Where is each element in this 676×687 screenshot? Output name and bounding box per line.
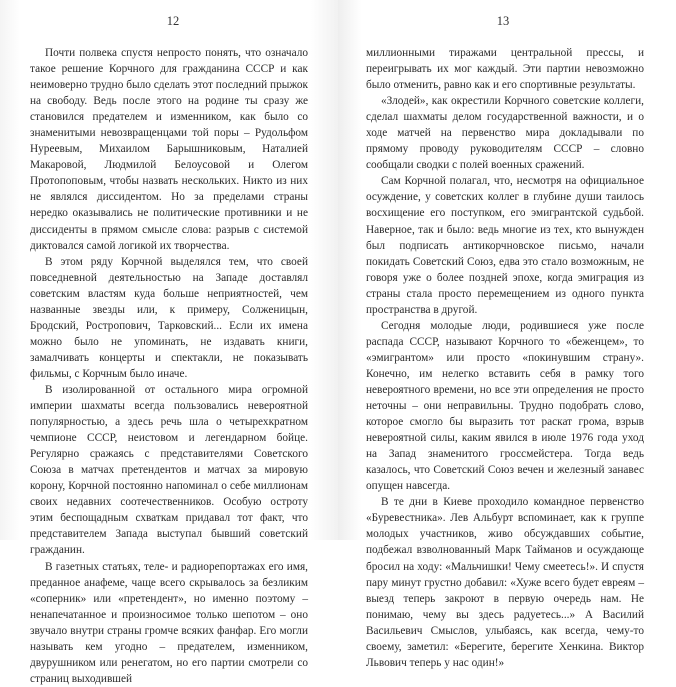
- right-page: [338, 0, 676, 669]
- page-number: 13: [496, 14, 510, 28]
- paragraph: В те дни в Киеве проходило командное первенство «Буревестника». Лев Альбурт вспоминает, как к группе молодых участников, живо обсуждавших событие, подбежал взволнованный Марк Тайманов и осуждающе бросил на ходу: «Мальчишки! Чему смеетесь!». И спустя пару минут грустно добавил: «Хуже всего будет евреям – выезд теперь закроют в первую очередь нам. Не понимаю, чему вы здесь радуетесь...» А Василий Васильевич Смыслов, улыбаясь, как всегда, чему-то своему, заметил: «Берегите, берегите Хенкина. Виктор Львович теперь у нас один!»: [366, 496, 644, 669]
- paragraph: «Злодей», как окрестили Корчного советские коллеги, сделал шахматы делом государственной важности, и о ходе матчей на первенство мира докладывали по прямому проводу руководителям СССР – словно сообщали сводки с полей военных сражений.: [366, 95, 644, 172]
- paragraph: В этом ряду Корчной выделялся тем, что своей повседневной деятельностью на Западе доставлял советским властям куда больше неприятностей, чем названные звезды или, к примеру, Солженицын, Бродский, Ростропович, Тарковский... Если их имена можно было не упоминать, не издавать книги, замалчивать концерты и спектакли, не показывать фильмы, с Корчным было иначе.: [30, 255, 308, 380]
- page-body: [30, 45, 308, 687]
- paragraph: Сегодня молодые люди, родившиеся уже после распада СССР, называют Корчного то «беженцем», то «эмигрантом» или просто «покинувшим страну». Конечно, им нелегко вставить себя в рамку того невероятного времени, но все эти определения не просто неточны – они неправильны. Трудно подобрать слово, которое смогло бы выразить тот раскат грома, взрыв невероятной силы, каким явился в июле 1976 года уход на Запад знаменитого гроссмейстера. Тогда ведь казалось, что Советский Союз вечен и железный занавес опущен навсегда.: [366, 319, 644, 493]
- left-page: [0, 0, 338, 685]
- paragraph: Почти полвека спустя непросто понять, что означало такое решение Корчного для гражданина СССР и как неимоверно трудно было сделать этот последний прыжок на свободу. Ведь после этого на родине ты сразу же становился предателем и изменником, как было со знаменитыми невозвращенцами той поры – Рудольфом Нуреевым, Михаилом Барышниковым, Наталией Макаровой, Людмилой Белоусовой и Олегом Протопоповым, чтобы назвать нескольких. Никто из них не являлся диссидентом. Но за пределами страны нередко оказывались не политические противники и не диссиденты в прямом смысле слова: разрыв с системой диктовался самой логикой их творчества.: [30, 47, 308, 252]
- page-number: 12: [166, 14, 180, 28]
- paragraph: В газетных статьях, теле- и радиорепортажах его имя, преданное анафеме, чаще всего скрывалось за безликим «соперник» или «претендент», но именно поэтому – ненапечатанное и произносимое только шепотом – оно звучало внутри страны громче всяких фанфар. Его могли называть кем угодно – предателем, изменником, двурушником или ренегатом, но его партии смотрели со страниц выходившей: [30, 560, 308, 685]
- paragraph: Сам Корчной полагал, что, несмотря на официальное осуждение, у советских коллег в глубине души таилось восхищение его поступком, его эмигрантской судьбой. Наверное, так и было: ведь многие из тех, кто вынужден был подписать антикорчновское письмо, начали покидать Советский Союз, едва это стало возможным, не говоря уже о более поздней эпохе, когда эмиграция из страны стала просто перемещением из одного пункта пространства в другой.: [366, 175, 644, 316]
- continued-paragraph: миллионными тиражами центральной прессы, и переигрывать их мог каждый. Эти партии невозможно было отменить, равно как и его спортивные результаты.: [366, 47, 644, 92]
- paragraph: В изолированной от остального мира огромной империи шахматы всегда пользовались невероятной популярностью, а здесь речь шла о четырехкратном чемпионе СССР, неистовом и легендарном бойце. Регулярно сражаясь с представителями Советского Союза в матчах претендентов и матчах за мировую корону, Корчной постоянно напоминал о себе миллионам своих недавних соотечественников. Особую остроту этим беспощадным схваткам придавал тот факт, что представителем Запада выступал бывший советский гражданин.: [30, 383, 308, 557]
- page-body: [366, 45, 644, 671]
